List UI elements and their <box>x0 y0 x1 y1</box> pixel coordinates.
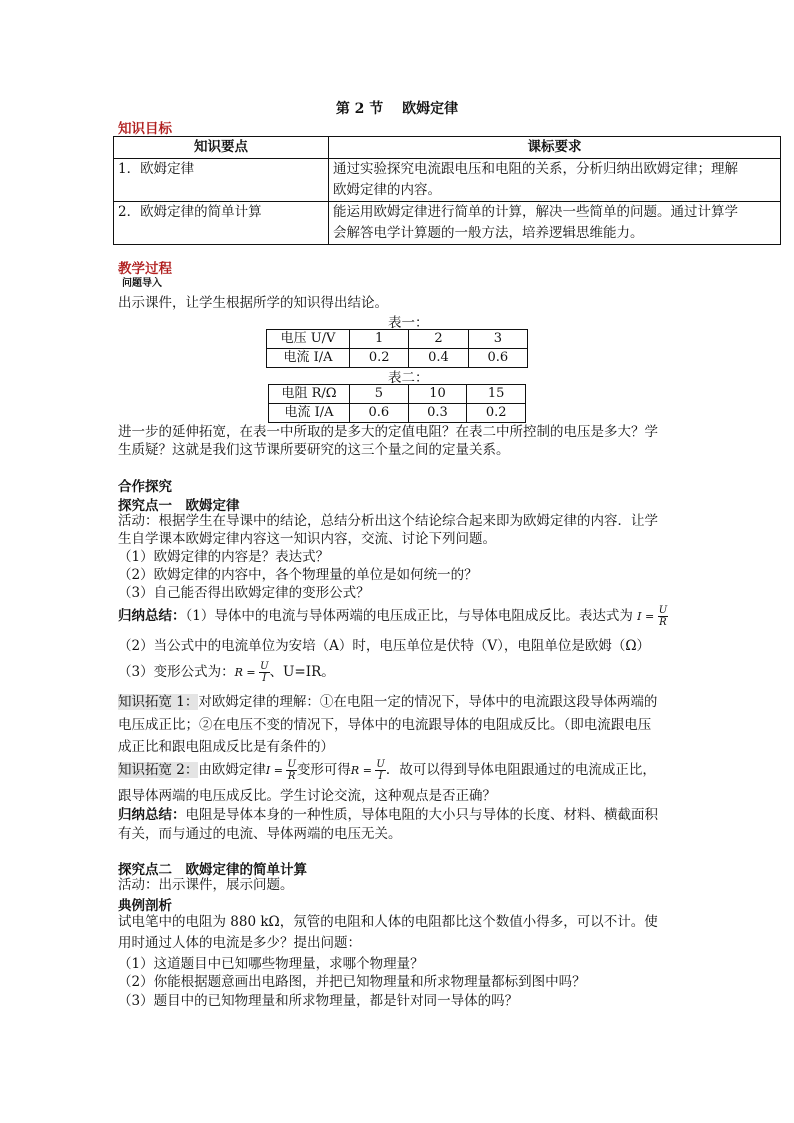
table-cell: 1 <box>350 330 409 349</box>
table-cell: 5 <box>350 385 409 404</box>
table-cell: 电流 I/A <box>269 404 350 423</box>
extension-text: ．故可以得到导体电阻跟通过的电流成正比， <box>385 762 656 778</box>
formula-eq: = <box>242 666 260 679</box>
summary-text: （1）导体中的电流与导体两端的电压成正比，与导体电阻成反比。表达式为 <box>185 608 633 624</box>
table2-caption: 表二： <box>388 370 429 386</box>
table-cell <box>329 202 781 245</box>
question-1: （1）欧姆定律的内容是？表达式？ <box>118 549 330 565</box>
table-cell: 0.2 <box>467 404 526 423</box>
formula-r: R <box>234 666 243 679</box>
summary-text: （3）变形公式为： <box>118 664 235 680</box>
table-row <box>114 202 781 245</box>
point2-heading: 探究点二 欧姆定律的简单计算 <box>118 862 307 878</box>
formula-i: I <box>265 764 271 777</box>
table-header: 课标要求 <box>329 137 781 159</box>
table1 <box>266 329 528 368</box>
formula-eq: = <box>359 764 376 777</box>
activity-line-2: 生自学课本欧姆定律内容这一知识内容，交流、讨论下列问题。 <box>118 531 496 547</box>
summary-label: 归纳总结： <box>118 608 186 624</box>
table-row <box>269 385 526 404</box>
fraction-u-over-i <box>259 661 269 684</box>
formula-eq: = <box>641 610 658 623</box>
point1-heading: 探究点一 欧姆定律 <box>118 498 240 514</box>
extend-line-1: 进一步的延伸拓宽，在表一中所取的是多大的定值电阻？在表二中所控制的电压是多大？学 <box>118 424 658 440</box>
table-cell: 0.2 <box>350 349 409 368</box>
denominator: I <box>378 771 383 782</box>
extension-2-label: 知识拓宽 2： <box>118 762 199 778</box>
example-question-2: （2）你能根据题意画出电路图，并把已知物理量和所求物理量都标到图中吗？ <box>118 974 586 990</box>
example-heading: 典例剖析 <box>118 898 172 914</box>
table-cell <box>329 159 781 202</box>
fraction-u-over-r <box>658 605 668 628</box>
table-header-row <box>114 137 781 159</box>
goals-table <box>113 136 781 245</box>
formula-eq: = <box>270 764 287 777</box>
table-cell: 15 <box>467 385 526 404</box>
table-row <box>267 349 528 368</box>
table-cell: 2．欧姆定律的简单计算 <box>114 202 329 245</box>
page-title: 第 2 节 欧姆定律 <box>335 101 459 117</box>
cell-line: 会解答电学计算题的一般方法，培养逻辑思维能力。 <box>333 225 644 241</box>
summary2-label: 归纳总结： <box>118 807 186 823</box>
summary-tail: 、U=IR。 <box>269 664 335 680</box>
coop-heading: 合作探究 <box>118 479 172 495</box>
table-row <box>114 159 781 202</box>
cell-line: 通过实验探究电流跟电压和电阻的关系，分析归纳出欧姆定律；理解 <box>333 161 738 177</box>
table-row <box>269 404 526 423</box>
table-cell: 10 <box>408 385 467 404</box>
table-cell: 3 <box>468 330 527 349</box>
activity-line-1: 活动：根据学生在导课中的结论，总结分析出这个结论综合起来即为欧姆定律的内容．让学 <box>118 513 658 529</box>
table-cell: 1．欧姆定律 <box>114 159 329 202</box>
extension-2-line-2: 跟导体两端的电压成反比。学生讨论交流，这种观点是否正确？ <box>118 788 496 804</box>
summary-line-2: （2）当公式中的电流单位为安培（A）时，电压单位是伏特（V），电阻单位是欧姆（Ω） <box>118 638 651 654</box>
table1-caption: 表一： <box>388 315 429 331</box>
formula-r: R <box>350 764 360 777</box>
question-2: （2）欧姆定律的内容中，各个物理量的单位是如何统一的？ <box>118 567 478 583</box>
cell-line: 欧姆定律的内容。 <box>333 182 441 198</box>
denominator: R <box>659 617 667 628</box>
extend-line-2: 生质疑？这就是我们这节课所要研究的这三个量之间的定量关系。 <box>118 442 510 458</box>
table-cell: 0.6 <box>350 404 409 423</box>
activity2-text: 活动：出示课件，展示问题。 <box>118 877 294 893</box>
numerator: U <box>260 661 269 672</box>
table-header: 知识要点 <box>114 137 329 159</box>
extension-2-line-1 <box>118 758 656 782</box>
extension-1-line-1 <box>118 693 657 712</box>
summary-line-1 <box>118 604 668 628</box>
intro-text: 出示课件，让学生根据所学的知识得出结论。 <box>118 295 388 311</box>
goals-heading: 知识目标 <box>118 121 172 137</box>
extension-1-line-2: 电压成正比；②在电压不变的情况下，导体中的电流跟导体的电阻成反比。（即电流跟电压 <box>118 717 652 733</box>
table-cell: 0.3 <box>408 404 467 423</box>
extension-text: 对欧姆定律的理解：①在电阻一定的情况下，导体中的电流跟这段导体两端的 <box>198 694 658 710</box>
numerator: U <box>287 759 296 770</box>
table2 <box>268 384 526 423</box>
cell-line: 能运用欧姆定律进行简单的计算，解决一些简单的问题。通过计算学 <box>333 204 738 220</box>
question-3: （3）自己能否得出欧姆定律的变形公式？ <box>118 585 370 601</box>
process-heading: 教学过程 <box>118 261 172 277</box>
example-question-1: （1）这道题目中已知哪些物理量，求哪个物理量？ <box>118 956 424 972</box>
table-cell: 2 <box>409 330 468 349</box>
extension-text: 变形可得 <box>296 762 351 778</box>
summary2-line-1 <box>118 806 658 825</box>
extension-1-line-3: 成正比和跟电阻成反比是有条件的） <box>118 739 334 755</box>
example-line-1: 试电笔中的电阻为 880 kΩ，氖管的电阻和人体的电阻都比这个数值小得多，可以不计。使 <box>118 914 658 930</box>
numerator: U <box>376 759 385 770</box>
table-cell: 0.4 <box>409 349 468 368</box>
extension-text: 由欧姆定律 <box>198 762 266 778</box>
denominator: I <box>262 673 267 684</box>
example-line-2: 用时通过人体的电流是多少？提出问题： <box>118 935 361 951</box>
table-cell: 电流 I/A <box>267 349 350 368</box>
table-row <box>267 330 528 349</box>
fraction-u-over-i <box>375 759 385 782</box>
denominator: R <box>287 771 296 782</box>
table-cell: 0.6 <box>468 349 527 368</box>
summary-line-3 <box>118 660 335 684</box>
numerator: U <box>658 605 668 616</box>
fraction-u-over-r <box>286 759 296 782</box>
formula-i: I <box>637 610 642 623</box>
table-cell: 电压 U/V <box>267 330 350 349</box>
intro-heading: 问题导入 <box>122 278 162 289</box>
table-cell: 电阻 R/Ω <box>269 385 350 404</box>
summary2-line-2: 有关，而与通过的电流、导体两端的电压无关。 <box>118 826 402 842</box>
example-question-3: （3）题目中的已知物理量和所求物理量，都是针对同一导体的吗？ <box>118 993 519 1009</box>
summary2-text: 电阻是导体本身的一种性质，导体电阻的大小只与导体的长度、材料、横截面积 <box>185 807 658 823</box>
extension-1-label: 知识拓宽 1： <box>118 694 199 710</box>
